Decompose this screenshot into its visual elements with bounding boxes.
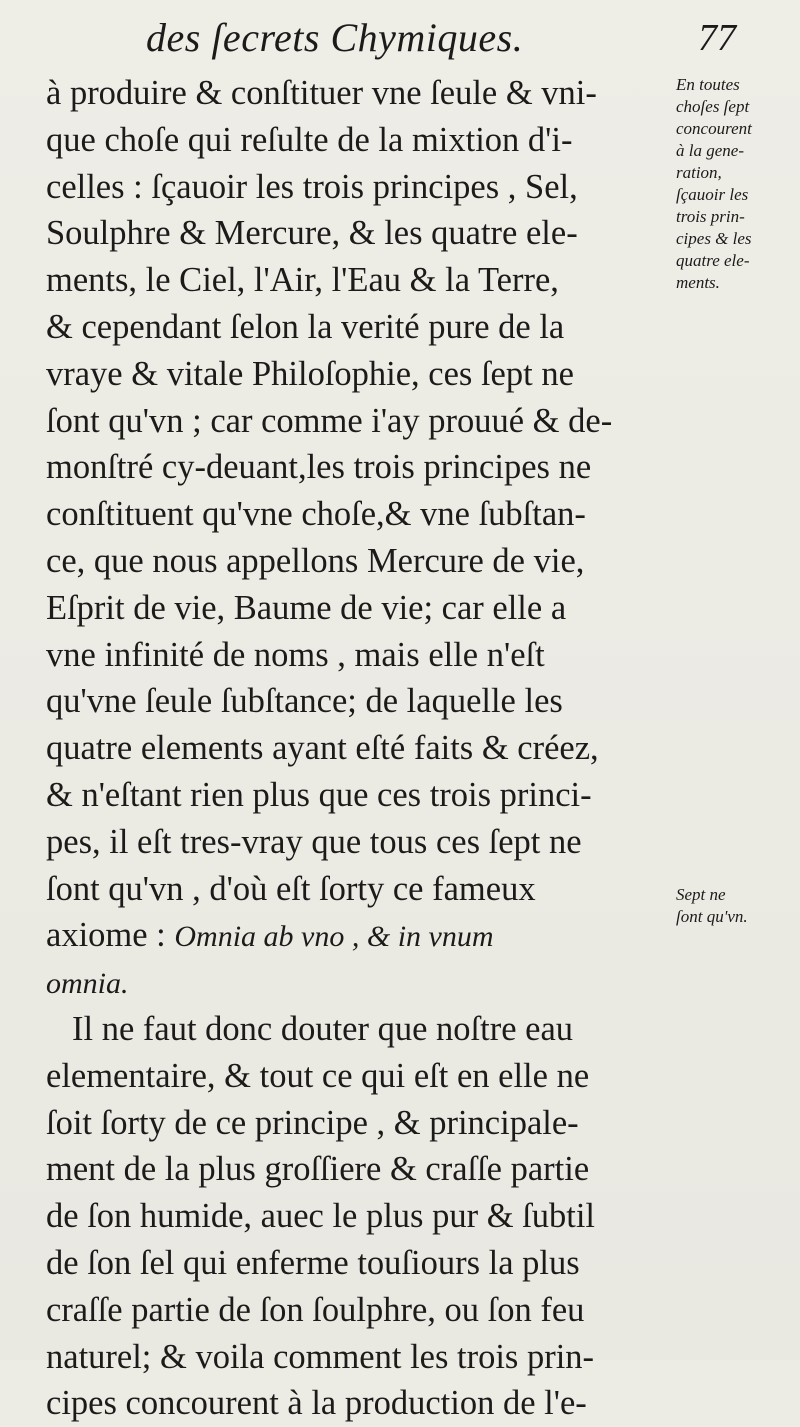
- margin-note-line: ſont qu'vn.: [676, 907, 748, 926]
- running-title: des ſecrets Chymiques.: [146, 15, 524, 60]
- margin-note-seven-one: [676, 884, 748, 928]
- text-line: craſſe partie de ſon ſoulphre, ou ſon feu: [46, 1290, 585, 1329]
- text-line: à produire & conſtituer vne ſeule & vni-: [46, 74, 597, 112]
- axiom-latin: Omnia ab vno , & in vnum: [174, 920, 494, 954]
- text-line: vraye & vitale Philoſophie, ces ſept ne: [46, 354, 574, 393]
- text-line: & cependant ſelon la verité pure de la: [46, 307, 565, 346]
- text-line: ment de la plus groſſiere & craſſe partie: [46, 1150, 590, 1189]
- text-line: qu'vne ſeule ſubſtance; de laquelle les: [46, 682, 563, 721]
- margin-note-line: concourent: [676, 119, 752, 138]
- text-line: pes, il eſt tres-vray que tous ces ſept ne: [46, 822, 582, 861]
- text-line: naturel; & voila comment les trois prin-: [46, 1337, 595, 1376]
- text-line: ments, le Ciel, l'Air, l'Eau & la Terre,: [46, 261, 559, 300]
- axiom-line-end: [46, 959, 666, 1006]
- axiom-intro: axiome :: [46, 916, 166, 955]
- margin-note-line: cipes & les: [676, 229, 752, 248]
- margin-note-line: En toutes: [676, 75, 740, 94]
- margin-note-seven-concur: [676, 74, 752, 294]
- margin-note-line: choſes ſept: [676, 97, 750, 116]
- margin-note-line: trois prin-: [676, 207, 745, 226]
- body-text: [46, 70, 666, 1427]
- axiom-line: [46, 912, 666, 959]
- text-line: monſtré cy-deuant,les trois principes ne: [46, 448, 592, 487]
- text-line: vne infinité de noms , mais elle n'eſt: [46, 635, 545, 674]
- text-line: cipes concourent à la production de l'e-: [46, 1384, 587, 1423]
- text-line: ſont qu'vn ; car comme i'ay prouué & de-: [46, 401, 613, 440]
- text-line: Il ne faut donc douter que noſtre eau: [72, 1009, 574, 1048]
- margin-note-line: Sept ne: [676, 885, 726, 904]
- text-line: Eſprit de vie, Baume de vie; car elle a: [46, 588, 567, 627]
- page-number: 77: [698, 17, 736, 59]
- text-line: ſont qu'vn , d'où eſt ſorty ce fameux: [46, 869, 536, 908]
- text-line: elementaire, & tout ce qui eſt en elle ne: [46, 1056, 590, 1095]
- text-line: quatre elements ayant eſté faits & créez,: [46, 729, 599, 768]
- text-line: celles : ſçauoir les trois principes , Sel,: [46, 167, 578, 206]
- text-line: de ſon ſel qui enferme touſiours la plus: [46, 1243, 580, 1282]
- text-line: de ſon humide, auec le plus pur & ſubtil: [46, 1197, 596, 1236]
- text-line: que choſe qui reſulte de la mixtion d'i-: [46, 120, 573, 159]
- text-line: & n'eſtant rien plus que ces trois princi-: [46, 775, 592, 814]
- margin-note-line: ſçauoir les: [676, 185, 749, 204]
- margin-note-line: ration,: [676, 163, 722, 182]
- text-line: Soulphre & Mercure, & les quatre ele-: [46, 214, 578, 253]
- text-line: ſoit ſorty de ce principe , & principale-: [46, 1103, 579, 1142]
- margin-note-line: quatre ele-: [676, 251, 750, 270]
- text-line: conſtituent qu'vne choſe,& vne ſubſtan-: [46, 495, 586, 534]
- margin-note-line: ments.: [676, 273, 720, 292]
- axiom-latin-end: omnia.: [46, 967, 129, 1001]
- text-line: ce, que nous appellons Mercure de vie,: [46, 541, 585, 580]
- margin-note-line: à la gene-: [676, 141, 744, 160]
